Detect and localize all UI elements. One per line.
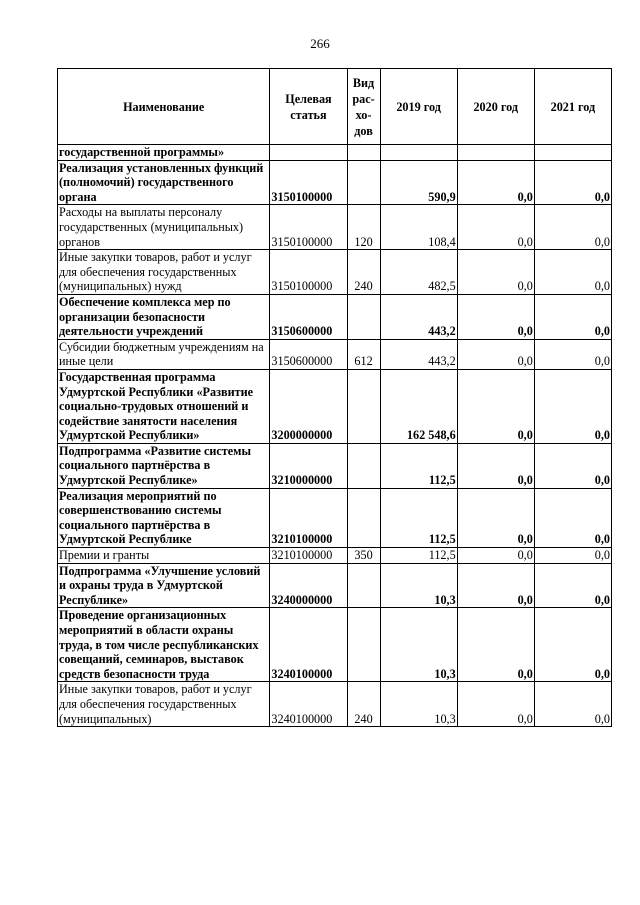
row-target-article-cell: 3150100000 [270,250,347,295]
row-2021-cell: 0,0 [534,160,611,205]
row-target-article-cell: 3150100000 [270,205,347,250]
row-2021-cell: 0,0 [534,608,611,682]
row-2019-cell: 10,3 [380,563,457,608]
page-number: 266 [310,36,330,51]
row-expense-type-cell: 350 [347,548,380,564]
row-2021-cell: 0,0 [534,443,611,488]
table-row [58,488,612,547]
row-2021-cell: 0,0 [534,563,611,608]
row-2020-cell: 0,0 [457,250,534,295]
row-2019-cell: 590,9 [380,160,457,205]
row-2019-cell [380,145,457,161]
table-row [58,369,612,443]
row-2019-cell: 108,4 [380,205,457,250]
table-row [58,563,612,608]
row-expense-type-cell: 240 [347,250,380,295]
row-name-cell: государственной программы» [58,145,270,161]
row-2020-cell: 0,0 [457,443,534,488]
header-2021: 2021 год [534,69,611,145]
table-row [58,294,612,339]
table-row [58,160,612,205]
row-2019-cell: 443,2 [380,339,457,369]
row-name-cell: Реализация установленных функций (полномочий) государственного органа [58,160,270,205]
row-2020-cell: 0,0 [457,608,534,682]
row-2019-cell: 10,3 [380,608,457,682]
row-target-article-cell: 3210100000 [270,488,347,547]
row-2020-cell: 0,0 [457,160,534,205]
table-row [58,548,612,564]
row-2020-cell: 0,0 [457,548,534,564]
row-2020-cell: 0,0 [457,563,534,608]
row-expense-type-cell [347,443,380,488]
row-2021-cell: 0,0 [534,205,611,250]
table-header-row [58,69,612,145]
row-name-cell: Подпрограмма «Развитие системы социального партнёрства в Удмуртской Республике» [58,443,270,488]
table-row [58,608,612,682]
row-2021-cell: 0,0 [534,548,611,564]
row-2019-cell: 482,5 [380,250,457,295]
row-expense-type-cell [347,160,380,205]
row-name-cell: Государственная программа Удмуртской Республики «Развитие социально-трудовых отношений и содействие занятости населения Удмуртской Республики» [58,369,270,443]
row-name-cell: Подпрограмма «Улучшение условий и охраны труда в Удмуртской Республике» [58,563,270,608]
row-name-cell: Реализация мероприятий по совершенствованию системы социального партнёрства в Удмуртской Республике [58,488,270,547]
row-2021-cell: 0,0 [534,250,611,295]
row-target-article-cell: 3150600000 [270,339,347,369]
table-row [58,145,612,161]
row-target-article-cell: 3240000000 [270,563,347,608]
row-2020-cell: 0,0 [457,339,534,369]
row-2019-cell: 112,5 [380,548,457,564]
row-target-article-cell: 3210100000 [270,548,347,564]
row-2020-cell: 0,0 [457,369,534,443]
row-2019-cell: 112,5 [380,443,457,488]
row-2021-cell: 0,0 [534,682,611,727]
row-expense-type-cell [347,563,380,608]
row-2021-cell: 0,0 [534,369,611,443]
row-expense-type-cell [347,369,380,443]
row-expense-type-cell: 120 [347,205,380,250]
header-name: Наименование [58,69,270,145]
table-row [58,443,612,488]
budget-table [57,68,612,727]
header-target-article: Целевая статья [270,69,347,145]
row-2020-cell: 0,0 [457,294,534,339]
row-name-cell: Обеспечение комплекса мер по организации безопасности деятельности учреждений [58,294,270,339]
row-2020-cell: 0,0 [457,205,534,250]
row-target-article-cell: 3150600000 [270,294,347,339]
row-expense-type-cell [347,145,380,161]
row-target-article-cell: 3240100000 [270,608,347,682]
table-row [58,682,612,727]
table-row [58,205,612,250]
row-name-cell: Иные закупки товаров, работ и услуг для обеспечения государственных (муниципальных) [58,682,270,727]
row-name-cell: Проведение организационных мероприятий в области охраны труда, в том числе республиканских совещаний, семинаров, выставок средств безопасности труда [58,608,270,682]
row-expense-type-cell [347,294,380,339]
row-target-article-cell: 3150100000 [270,160,347,205]
table-body [58,145,612,727]
table-row [58,339,612,369]
row-target-article-cell: 3200000000 [270,369,347,443]
row-2021-cell: 0,0 [534,339,611,369]
row-name-cell: Премии и гранты [58,548,270,564]
row-2020-cell: 0,0 [457,682,534,727]
row-target-article-cell: 3240100000 [270,682,347,727]
row-name-cell: Расходы на выплаты персоналу государственных (муниципальных) органов [58,205,270,250]
row-name-cell: Субсидии бюджетным учреждениям на иные цели [58,339,270,369]
row-target-article-cell [270,145,347,161]
row-expense-type-cell: 240 [347,682,380,727]
row-expense-type-cell [347,488,380,547]
row-target-article-cell: 3210000000 [270,443,347,488]
row-expense-type-cell: 612 [347,339,380,369]
row-2021-cell: 0,0 [534,488,611,547]
row-2019-cell: 112,5 [380,488,457,547]
header-2019: 2019 год [380,69,457,145]
table-row [58,250,612,295]
row-expense-type-cell [347,608,380,682]
row-2021-cell: 0,0 [534,294,611,339]
row-2020-cell [457,145,534,161]
header-2020: 2020 год [457,69,534,145]
row-2019-cell: 162 548,6 [380,369,457,443]
row-2019-cell: 10,3 [380,682,457,727]
row-name-cell: Иные закупки товаров, работ и услуг для обеспечения государственных (муниципальных) нужд [58,250,270,295]
header-expense-type: Вид рас-хо-дов [347,69,380,145]
row-2020-cell: 0,0 [457,488,534,547]
row-2021-cell [534,145,611,161]
row-2019-cell: 443,2 [380,294,457,339]
